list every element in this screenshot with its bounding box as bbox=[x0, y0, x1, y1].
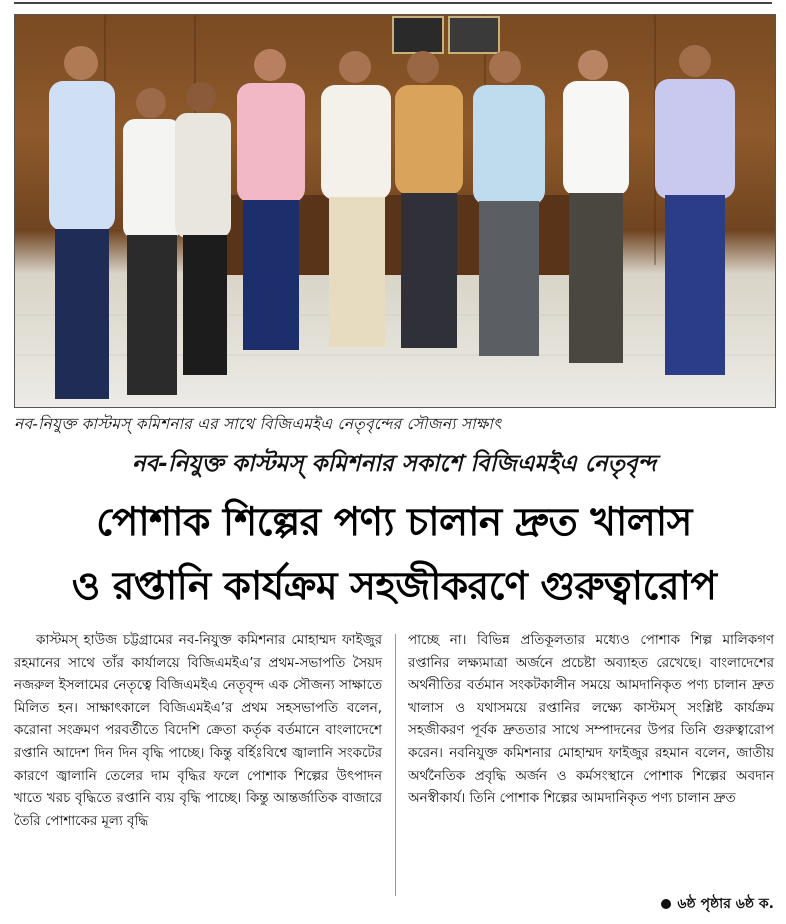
headline-line-2: ও রপ্তানি কার্যক্রম সহজীকরণে গুরুত্বারোপ bbox=[71, 564, 717, 609]
group-photo-icon bbox=[15, 15, 775, 407]
article-column-left: কাস্টমস্ হাউজ চট্টগ্রামের নব-নিযুক্ত কমিশনার মোহাম্মদ ফাইজুর রহমানের সাথে তাঁর কার্যালয়ে বিজিএমইএ’র প্রথম-সভাপতি সৈয়দ নজরুল ইসলামের নেতৃত্বে বিজিএমইএ নেতৃবৃন্দ এক সৌজন্য সাক্ষাতে মিলিত হন। সাক্ষাৎকালে বিজিএমইএ’র প্রথম সহসভাপতি বলেন, করোনা সংক্রমণ পরবর্তীতে বিদেশি ক্রেতা কর্তৃক বর্তমানে বাংলাদেশে রপ্তানি আদেশ দিন দিন বৃদ্ধি পাচ্ছে। কিন্তু বর্হিঃবিশ্বে জ্বালানি সংকটের কারণে জ্বালানি তেলের দাম বৃদ্ধির ফলে পোশাক শিল্পের উৎপাদন খাতে খরচ বৃদ্ধিতে রপ্তানি ব্যয় বৃদ্ধি পাচ্ছে। কিন্তু আন্তর্জাতিক বাজারে তৈরি পোশাকের মূল্য বৃদ্ধি bbox=[14, 633, 382, 829]
continued-marker bbox=[661, 892, 774, 916]
top-rule bbox=[14, 2, 772, 4]
bullet-icon bbox=[661, 899, 671, 909]
headline-line-1: পোশাক শিল্পের পণ্য চালান দ্রুত খালাস bbox=[96, 500, 692, 545]
column-divider bbox=[395, 634, 396, 896]
article-column-right: পাচ্ছে না। বিভিন্ন প্রতিকূলতার মধ্যেও পোশাক শিল্প মালিকগণ রপ্তানির লক্ষ্যমাত্রা অর্জনে প্রচেষ্টা অব্যাহত রেখেছে। বাংলাদেশের অর্থনীতির বর্তমান সংকটকালীন সময়ে আমদানিকৃত পণ্য চালান দ্রুত খালাস ও যথাসময়ে রপ্তানির লক্ষ্যে কাস্টমস্ সংশ্লিষ্ট কার্যক্রম সহজীকরণ পূর্বক দ্রুততার সাথে সম্পাদনের উপর তিনি গুরুত্বারোপ করেন। নবনিযুক্ত কমিশনার মোহাম্মদ ফাইজুর রহমান বলেন, জাতীয় অর্থনৈতিক প্রবৃদ্ধি অর্জন ও কর্মসংস্থানে পোশাক শিল্পের অবদান অনস্বীকার্য। তিনি পোশাক শিল্পের আমদানিকৃত পণ্য চালান দ্রুত bbox=[408, 633, 774, 807]
group-photo bbox=[14, 14, 776, 408]
continued-text: ৬ষ্ঠ পৃষ্ঠার ৬ষ্ঠ ক. bbox=[677, 896, 774, 912]
article-body bbox=[14, 630, 774, 920]
subheadline: নব-নিযুক্ত কাস্টমস্ কমিশনার সকাশে বিজিএমইএ নেতৃবৃন্দ bbox=[131, 451, 657, 477]
photo-caption: নব-নিযুক্ত কাস্টমস্ কমিশনার এর সাথে বিজিএমইএ নেতৃবৃন্দের সৌজন্য সাক্ষাৎ bbox=[14, 415, 502, 433]
